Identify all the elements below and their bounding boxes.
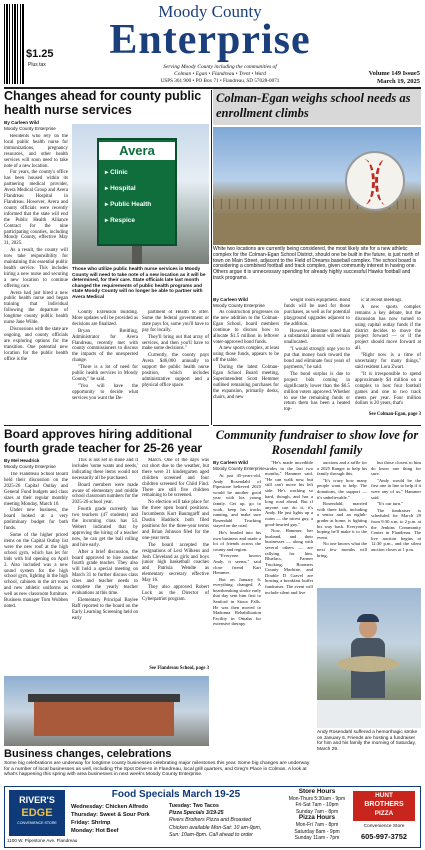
paragraph: weight room equipment. Bond funds will be used for those purchases, as well as for potential playground upgrades adjacent to the addition.	[284, 298, 350, 327]
rivers-logo-mid: EDGE	[21, 807, 53, 819]
paragraph: partment of Health to offer. Some the federal government or state pays for, some you'll have to pay for locally.	[142, 310, 209, 333]
paragraph: Currently, the county pays Avera $46,000 annually to support the public health nurse position, which includes administrative support and a physical office space.	[142, 353, 209, 388]
paragraph: Discussions with the state are ongoing, and county officials are exploring options for the transition. One potential new location for the public health office is the	[4, 327, 68, 362]
masthead-usps: USPS 361 900 • PO Box 71 • Flandreau, SD 57028-0071	[160, 78, 280, 84]
paragraph: After a brief discussion, the board approved to hire another fourth grade teacher. They also will hold a special meeting on March 31 to further discuss class sizes and teacher needs to complete the yearly teacher evaluations at this time.	[72, 549, 138, 596]
paragraph: Avera had just hired a new public health nurse and began training that individual following the departure of longtime county public health nurse Jane Wilde.	[4, 290, 68, 326]
paragraph: The fundraiser is scheduled for March 29 from 9:30 a.m. to 2 p.m. at the Jenkins Community Center in Flandreau. The live auction begins at 12:30 p.m., and the silent auction closes at 1 p.m.	[371, 507, 421, 552]
board-col-2	[72, 458, 138, 672]
byline-name: By Mel Headrick	[4, 458, 40, 463]
paragraph: A new sports complex remains a key debate, but the discussion has now turned to using capital outlay funds if the district decides to move the project forward — or if the project should move forward at all.	[355, 304, 421, 352]
paragraph: Some of the higher priced items on the Capital Outlay list were the new roof at the high school gym, which has let for bids with bid opening on April 3. Also included was a new sound system for the high school gym, lighting in the high school, cabinets in the art room and new athletic uniforms as well as new classroom furniture. Business manager Tom Wubben noted.	[4, 533, 68, 609]
paragraph: auctions and a raffle for a 2025 Ranger to help his family through this.	[317, 460, 367, 477]
paragraph: "It is irresponsible to spend approximately $4 million on a complex to host four football games and one to two track meets per year. Four million dollars is 20 years, that's	[355, 371, 421, 407]
colman-photo	[213, 127, 421, 245]
celebrations-headline: Business changes, celebrations	[4, 748, 172, 760]
fundraiser-photo-caption: Andy Rosendahl suffered a hemorrhagic stroke on January 6. Friends are hosting a fundraiser for him and his family the morning of Saturday, March 29.	[317, 730, 418, 752]
avera-col-3	[142, 310, 209, 422]
masthead-title: Enterprise	[109, 17, 311, 63]
paragraph: Rosendahl, married with three kids, including a senior and an eighth-grader at home, is fighting his way back. Everyone's hoping he'll make it to the event.	[317, 501, 367, 540]
masthead-county: Moody County	[158, 2, 262, 21]
food-specials-title: Food Specials March 19-25	[111, 789, 241, 800]
fundraiser-col-4	[371, 460, 421, 586]
byline-outlet: Moody County Enterprise	[213, 302, 265, 308]
price-note: Plus tax	[28, 62, 46, 68]
paragraph: Now, Hammer, her husband, and their businesses — along with several others — are rallying for him. Bluelacs, Farmer Trucking, Boomers County Machine, and Double D Gravel are hosting a breakfast buffet fundraiser. The event will include silent and live	[265, 528, 313, 595]
board-byline	[4, 458, 74, 469]
sign-item-respice: ▸ Respice	[105, 217, 136, 224]
store-hours-title: Store Hours	[298, 788, 336, 795]
paragraph: "You will have the opportunity to decide what services you want the De-	[72, 383, 138, 401]
board-headline: Board approves hiring additional fourth grade teacher for 25-26 year	[4, 427, 203, 455]
hunt-line-1: HUNT	[375, 792, 393, 799]
paragraph: This is not set in stone and it includes 'some wants and needs,' indicating these items would not necessarily all be purchased.	[72, 458, 138, 481]
sign-item-hospital: ▸ Hospital	[105, 185, 136, 192]
paragraph: But on January 6, everything changed. A heartbreaking stroke early that day sent him first to Sanford in Sioux Falls. He was then moved to Madonna Rehabilitation Facility in Omaha for extensive therapy.	[213, 576, 261, 627]
special-item: Monday: Hot Beef	[71, 828, 119, 834]
avera-byline	[4, 120, 74, 131]
colman-byline	[213, 297, 283, 308]
paragraph: Residents who rely on the local public health nurse for immunizations, pregnancy resources, and other health services will soon need to take note of a new location.	[4, 134, 68, 169]
masthead-tagline-2: Colman • Egan • Flandreau • Trent • Ward	[174, 71, 266, 77]
paragraph: Under new business, the board looked at a very preliminary budget for both funds.	[4, 508, 68, 532]
sign-label: Respice	[110, 217, 136, 224]
hours-line: Sunday 7am - 8pm	[295, 808, 339, 815]
byline-name: By Carleen Wild	[213, 460, 248, 465]
pizza-hours-title: Pizza Hours	[298, 814, 336, 822]
baseball-stitch-right	[375, 159, 397, 205]
special-item: Pizza Specials 3/19-25	[169, 810, 224, 817]
fundraiser-col-3	[317, 460, 367, 586]
masthead-tagline-1: Serving Moody County including the communities of	[163, 64, 277, 70]
fundraiser-col-1	[213, 473, 261, 749]
sign-label: Hospital	[110, 185, 136, 192]
baseball-mural	[345, 151, 405, 211]
avera-col-2	[72, 310, 138, 422]
building-roof	[28, 694, 180, 702]
avera-photo	[72, 124, 209, 264]
paragraph: During the latest Colman-Egan School Board meeting, Superintendent Scott Hemmer outlined remaining purchases for the expansion, primarily desks, chairs, and new	[213, 365, 279, 400]
fish	[337, 656, 399, 672]
specials-right	[169, 803, 281, 839]
byline-outlet: Moody County Enterprise	[4, 125, 56, 131]
paragraph: The bond surplus is due to project bids coming in significantly lower than the $6.5 million voters approved. Whether to use the remaining funds or return them has been a heated top-	[284, 371, 350, 413]
paragraph: They'll bring out that array of services, and then you'll have to make some decisions."	[142, 334, 209, 352]
building	[34, 700, 174, 736]
paragraph: A new sports complex, at least using those funds, appears to be off the table.	[213, 346, 279, 364]
colman-col-2	[284, 298, 350, 418]
paragraph: He's headed into his own business and made a lot of friends across the county and region.	[213, 529, 261, 552]
hours-line: Sunday 11am - 7pm	[294, 835, 340, 842]
special-item: Rivers Brothers Pizza and Broasted	[169, 817, 252, 824]
fundraiser-headline: Community fundraiser to show love for Rosendahl family	[215, 428, 419, 457]
paragraph: "Everyone knows Andy, it seems," said close friend Kari Hemmer.	[213, 553, 261, 576]
hunt-brothers-logo	[353, 791, 415, 821]
paragraph: Elementary Principal Baylee Raff reported to the board on the Early Learning Screening held on early	[72, 597, 138, 621]
masthead	[0, 0, 425, 88]
paragraph: March. One of the days was cut short due to the weather, but there were 31 kindergarten aged children screened and four children screened for Child Find. There are still five children remaining to be screened.	[142, 458, 209, 499]
mid-rule-right	[213, 425, 421, 426]
ice-ground	[317, 700, 421, 728]
paragraph: ic at recent meetings.	[361, 298, 403, 303]
avera-headline: Changes ahead for county public health nurse services	[4, 89, 202, 117]
hours-line: Fri-Sat 7am - 10pm	[295, 802, 339, 809]
field-grass	[213, 213, 421, 245]
paragraph: "There is a lot of need for public health services in Moody County," he said.	[72, 365, 138, 382]
celebrations-photo	[4, 676, 209, 746]
paragraph: "I would strongly urge you to put that money back toward the bond and eliminate four years of payments," he said.	[284, 347, 350, 370]
colman-headline: Colman-Egan weighs school needs as enrollment climbs	[216, 91, 411, 120]
hunt-line-2: BROTHERS	[364, 801, 404, 808]
rivers-address: 1100 W. Pipestone Ave. Flandreau	[7, 838, 78, 843]
colman-col-3	[355, 298, 421, 412]
specials-left	[71, 803, 166, 835]
price: $1.25	[26, 48, 54, 60]
special-item: Thursday: Sweet & Sour Pork	[71, 812, 150, 818]
board-col-3	[142, 458, 209, 666]
paragraph: The board accepted the resignations of Lexi Wilkens and Josh Cleveland as girls and boys junior high basketball coaches and Patrisia Wendte as elementary secretary effective May 16.	[142, 542, 209, 584]
paragraph: As a result, the county will now take responsibility for maintaining this essential public health service. This includes hiring a new nurse and securing a new location to continue offering care.	[4, 248, 68, 289]
paragraph: but those closest to him do know one thing for sure.	[371, 460, 421, 477]
sign-label: Public Health	[110, 201, 152, 208]
paragraph: No election will take place for the three open board positions. Incumbents Kurt Baumgarff and Dustin Haddock both filed positions for the three-year terms and Brian Johnson filed for the one-year term.	[142, 500, 209, 541]
paragraph: Bryan Breitling, Administrator for Avera Flandreau, recently met with county commissioners to discuss the impacts of the unexpected change.	[72, 328, 138, 364]
paragraph: "It's crazy how many people want to help. The donations, the support — it's unbelievable."	[317, 477, 367, 500]
paragraph: The Flandreau School Board held their discussion on the 2025-26 Capital Outlay and General Fund budgets and class sizes at their regular monthly meeting Monday, March 10.	[4, 472, 68, 507]
special-item: Chicken available Mon-Sat: 10 am-9pm,	[169, 824, 262, 831]
person-cap	[357, 614, 379, 622]
baseball-stitch-left	[353, 159, 375, 205]
board-col-1	[4, 472, 68, 672]
paragraph: However, Hemmer noted that a substantial amount will remain unallocated.	[284, 328, 350, 346]
paragraph: No one knows what the next few months will bring,	[317, 541, 367, 558]
paragraph: "Andy would be the first one in line to help if it were any of us," Hammer said.	[371, 477, 421, 500]
byline-outlet: Moody County Enterprise	[213, 465, 265, 471]
avera-sign	[97, 138, 177, 246]
fundraiser-col-2	[265, 460, 313, 749]
hours-line: Saturday 8am - 9pm	[294, 828, 340, 835]
colman-photo-caption: White two locations are currently being considered, the most likely site for a new athletic complex for the Colman-Egan School District, should one be built in the future, is just north of town on Main Street, adjacent to the Field of Dreams baseball complex. The school board is considering a combined football and track complex, given community interest in having one. Others argue it is unnecessary spending for already highly successful Hawks football and track programs.	[213, 246, 419, 281]
paragraph: "He's made incredible strides in the last two months," Hammer said. "He can walk now, but still can't move his left side. He's working so hard, though, and has a long road ahead. But if anyone can do it, it's Andy. He just lights up a room — the nicest guy, a good-hearted guy."	[265, 460, 313, 527]
special-item: Friday: Shrimp	[71, 820, 111, 826]
volume-issue: Volume 149 Issue5	[368, 70, 420, 77]
hunt-line-3: PIZZA	[374, 810, 394, 817]
paragraph: Fourth grade currently has two teachers (47 students) and the incoming class has 54. Webert indicated that by approving the hiring of a teacher now, he can get the ball rolling and hire early.	[72, 507, 138, 548]
paragraph: For years, the county's office has been housed within its partnering medical provider, Avera Medical Group and Avera Flandreau Hospital in Flandreau. However, Avera and county officials were recently informed that the state will end the Public Health Alliance Contract for the nine participating counties, including Moody County, effective May 31, 2025.	[4, 170, 68, 247]
sign-item-public-health: ▸ Public Health	[105, 201, 152, 208]
barcode	[4, 4, 24, 84]
rivers-logo-bot: CONVENIENCE STORE	[17, 821, 57, 825]
hunt-store-label: Convenience Store	[363, 824, 405, 829]
fundraiser-photo	[317, 588, 421, 728]
paragraph: "Right now is a time of uncertainty for many things," said resident Lora Zwart.	[355, 353, 421, 370]
special-item: Sun: 10am-8pm. Call ahead to order	[169, 831, 253, 838]
special-item: Tuesday: Two Tacos	[169, 803, 219, 809]
sign-post	[132, 246, 142, 264]
store-hours	[285, 789, 349, 842]
rivers-edge-ad	[4, 786, 421, 848]
avera-photo-caption: Those who utilize public health nurse services in Moody County will need to take note of a new location as it will be determined, for their care. State officials late last month changed the requirements of public health programs and state Moody County will no longer be able to partner with Avera Medical	[72, 267, 206, 300]
board-continued[interactable]: See Flandreau School, page 3	[149, 666, 209, 671]
byline-outlet: Moody County Enterprise	[4, 463, 56, 469]
celebrations-caption: Some big celebrations are underway for longtime county businesses celebrating major milestones this year. Some big changes are underway for a number of local businesses as well, including The Spot Drive-In in Flandreau, local grill quarters, and Greg's Place in Colman. A look at what's happening this spring with area businesses in next week's Moody County Enterprise.	[4, 761, 310, 778]
sign-item-clinic: ▸ Clinic	[105, 169, 128, 176]
special-item: Wednesday: Chicken Alfredo	[71, 804, 149, 810]
colman-continued[interactable]: See Colman-Egan, page 3	[368, 412, 421, 417]
rivers-logo	[9, 790, 65, 836]
hours-line: Mon-Fri 7am - 8pm	[295, 821, 339, 828]
byline-name: By Carleen Wild	[213, 297, 248, 302]
paragraph: At just 45-years-old, Andy Rosendahl of Pipestone believed 2025 would be another good year with his young family. Get up, go to work, keep his trucks running, and make sure Rosendahl Trucking stayed on the road.	[213, 473, 261, 529]
colman-col-1	[213, 310, 279, 418]
paragraph: They also approved Robert Luck as the Director of Cyberpatriot program.	[142, 585, 209, 602]
hunt-phone[interactable]: 605-997-3752	[360, 832, 408, 841]
hours-line: Mon-Thurs 5:30am - 9pm	[288, 795, 346, 802]
paragraph: Board members were made aware of elementary and middle school classroom numbers for the 2025-26 school year.	[72, 482, 138, 506]
sign-label: Clinic	[110, 169, 128, 176]
rivers-logo-top: RIVER'S	[19, 795, 55, 805]
paragraph: County Extension building. More updates will be provided as decisions are finalized.	[72, 310, 138, 327]
avera-col-1	[4, 134, 68, 424]
issue-date: March 19, 2025	[376, 78, 420, 85]
paragraph: As construction progresses on the new addition to the Colman-Egan School, board members continue to discuss how to allocate $1.5 million in leftover voter-approved bond funds.	[213, 310, 279, 345]
byline-name: By Carleen Wild	[4, 120, 39, 125]
column-divider	[211, 90, 212, 425]
avera-logo-text: Avera	[99, 142, 175, 160]
paragraph: "It's our turn."	[377, 501, 404, 507]
mid-rule-left	[4, 425, 209, 426]
